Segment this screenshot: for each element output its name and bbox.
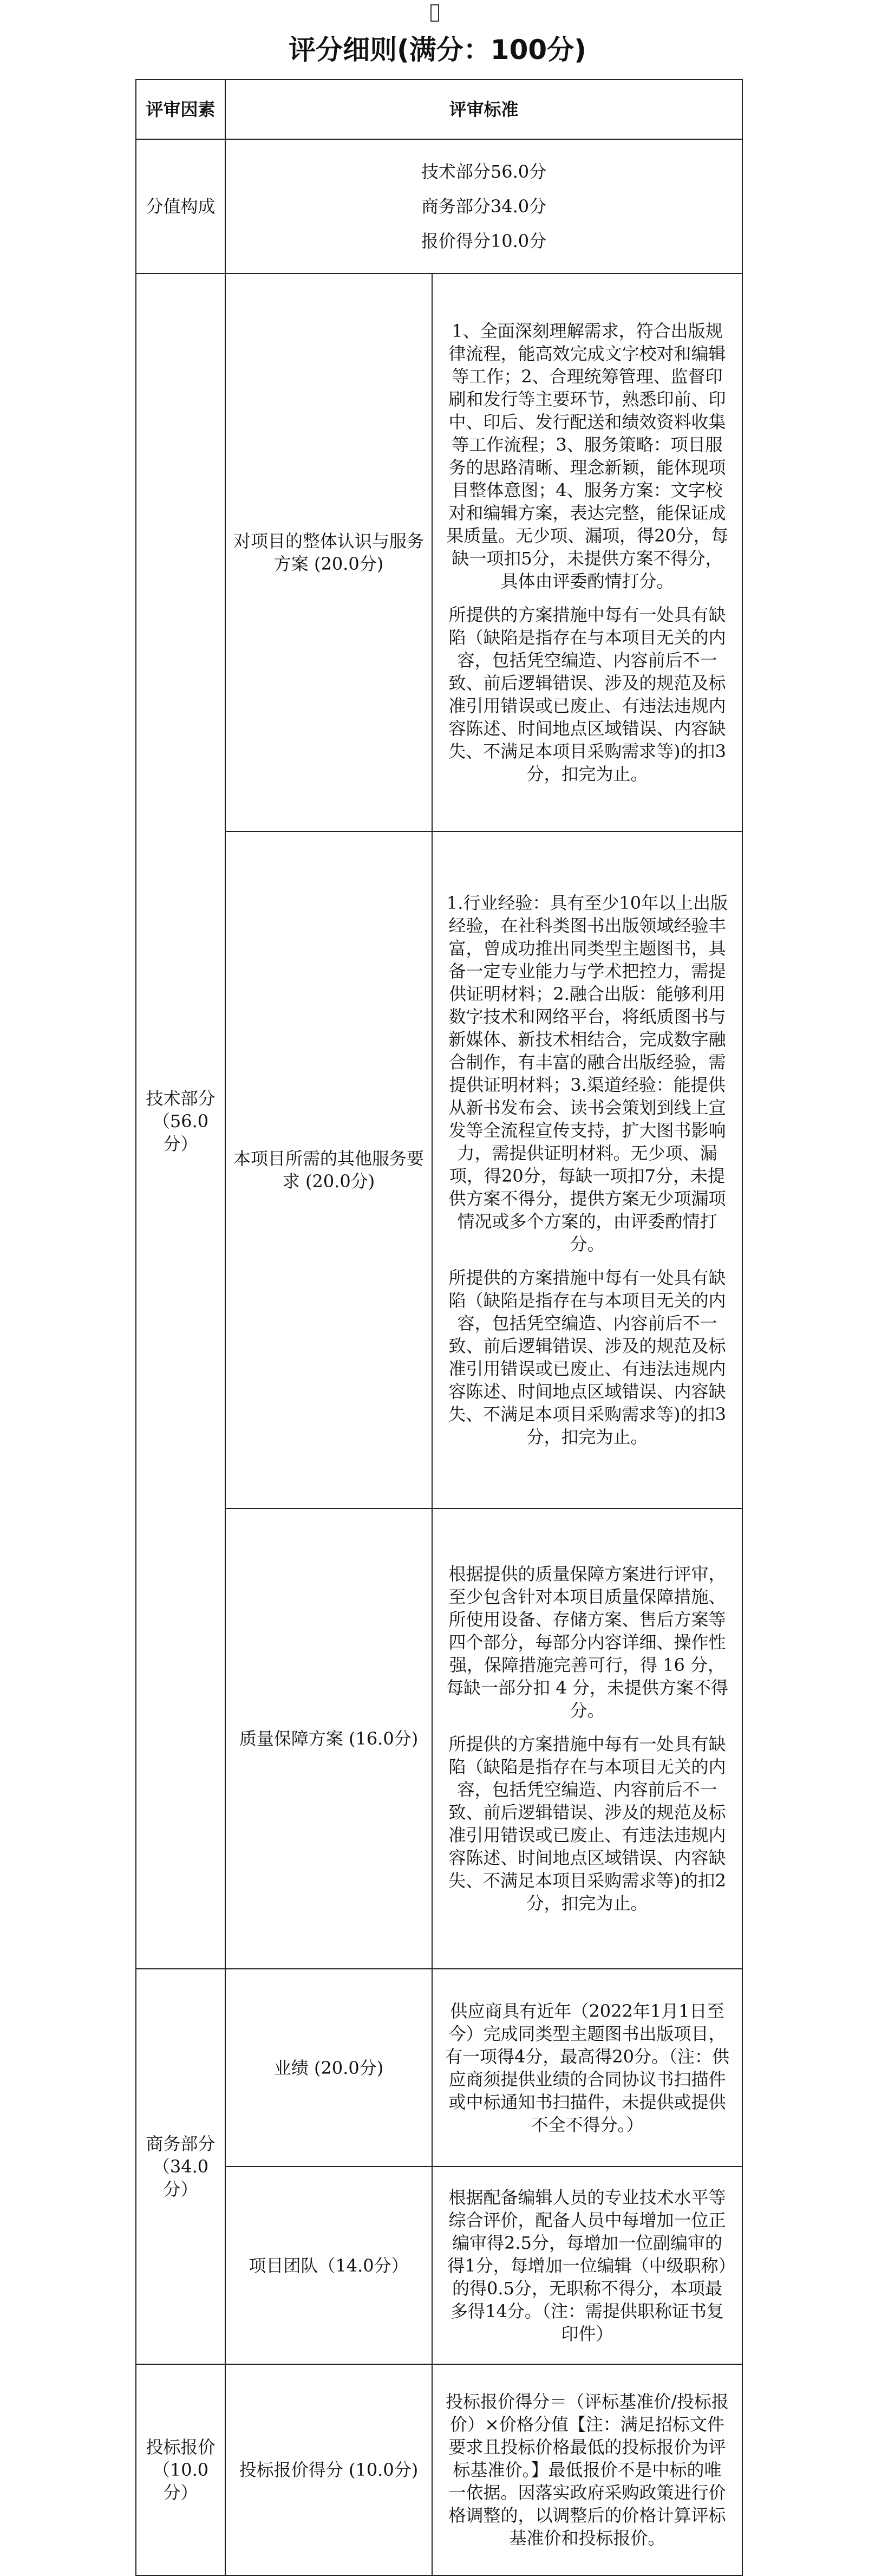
- criteria-text: 根据提供的质量保障方案进行评审，至少包含针对本项目质量保障措施、所使用设备、存储方案、售后方案等四个部分，每部分内容详细、操作性强，保障措施完善可行，得 16 分，每缺一部分扣 4 分，未提供方案不得分。: [446, 1564, 728, 1721]
- criteria-text: 1、全面深刻理解需求，符合出版规律流程，能高效完成文字校对和编辑等工作；2、合理统筹管理、监督印刷和发行等主要环节，熟悉印前、印中、印后、发行配送和绩效资料收集等工作流程；3、服务策略：项目服务的思路清晰、理念新颖，能体现项目整体意图；4、服务方案：文字校对和编辑方案，表达完整，能保证成果质量。无少项、漏项，得20分，每缺一项扣5分，未提供方案不得分，具体由评委酌情打分。: [446, 321, 728, 591]
- table-row: [136, 1508, 742, 1969]
- item-name: 质量保障方案 (16.0分): [225, 1508, 432, 1969]
- page-marker-icon: [430, 4, 439, 22]
- criteria-text: 1.行业经验：具有至少10年以上出版经验，在社科类图书出版领域经验丰富，曾成功推出同类型主题图书，具备一定专业能力与学术把控力，需提供证明材料；2.融合出版：能够利用数字技术和网络平台，将纸质图书与新媒体、新技术相结合，完成数字融合制作，有丰富的融合出版经验，需提供证明材料；3.渠道经验：能提供从新书发布会、读书会策划到线上宣发等全流程宣传支持，扩大图书影响力，需提供证明材料。无少项、漏项，得20分，每缺一项扣7分，未提供方案不得分，提供方案无少项漏项情况或多个方案的，由评委酌情打分。: [446, 893, 728, 1254]
- criteria-text: 投标报价得分＝（评标基准价/投标报价）×价格分值【注：满足招标文件要求且投标价格最低的投标报价为评标基准价。】最低报价不是中标的唯一依据。因落实政府采购政策进行价格调整的，以调整后的价格计算评标基准价和投标报价。: [446, 2391, 729, 2548]
- composition-line: 报价得分10.0分: [421, 231, 547, 251]
- item-name: 本项目所需的其他服务要求 (20.0分): [225, 831, 432, 1508]
- item-name: 对项目的整体认识与服务方案 (20.0分): [225, 274, 432, 831]
- criteria-text: 根据配备编辑人员的专业技术水平等综合评价，配备人员中每增加一位正编审得2.5分，每增加一位副编审的得1分，每增加一位编辑（中级职称）的得0.5分，无职称不得分，本项最多得14分。（注：需提供职称证书复印件）: [447, 2187, 727, 2344]
- item-name: 投标报价得分 (10.0分): [225, 2364, 432, 2575]
- header-factor: 评审因素: [136, 80, 225, 139]
- page-title: 评分细则(满分：100分): [288, 34, 587, 66]
- criteria-text: 所提供的方案措施中每有一处具有缺陷（缺陷是指存在与本项目无关的内容，包括凭空编造、内容前后不一致、前后逻辑错误、涉及的规范及标准引用错误或已废止、有违法违规内容陈述、时间地点区域错误、内容缺失、不满足本项目采购需求等)的扣2分，扣完为止。: [448, 1734, 726, 1914]
- table-row: [136, 274, 742, 831]
- criteria-cell: [432, 2167, 742, 2364]
- criteria-text: 供应商具有近年（2022年1月1日至今）完成同类型主题图书出版项目，有一项得4分，最高得20分。（注：供应商须提供业绩的合同协议书扫描件或中标通知书扫描件，未提供或提供不全不得分。）: [445, 2000, 730, 2135]
- table-row: [136, 2167, 742, 2364]
- tech-label: 技术部分（56.0分）: [136, 274, 225, 1969]
- criteria-cell: [432, 1969, 742, 2167]
- criteria-text: 所提供的方案措施中每有一处具有缺陷（缺陷是指存在与本项目无关的内容，包括凭空编造、内容前后不一致、前后逻辑错误、涉及的规范及标准引用错误或已废止、有违法违规内容陈述、时间地点区域错误、内容缺失、不满足本项目采购需求等)的扣3分，扣完为止。: [448, 1267, 726, 1447]
- criteria-text: 所提供的方案措施中每有一处具有缺陷（缺陷是指存在与本项目无关的内容，包括凭空编造、内容前后不一致、前后逻辑错误、涉及的规范及标准引用错误或已废止、有违法违规内容陈述、时间地点区域错误、内容缺失、不满足本项目采购需求等)的扣3分，扣完为止。: [448, 604, 726, 784]
- header-standard: 评审标准: [225, 80, 742, 139]
- composition-lines: [225, 139, 742, 274]
- item-name: 项目团队（14.0分）: [225, 2167, 432, 2364]
- scoring-table: [135, 79, 743, 2576]
- composition-label: 分值构成: [136, 139, 225, 274]
- criteria-cell: [432, 831, 742, 1508]
- table-row: [136, 2364, 742, 2575]
- criteria-cell: [432, 274, 742, 831]
- composition-line: 商务部分34.0分: [421, 196, 547, 217]
- composition-line: 技术部分56.0分: [421, 161, 547, 182]
- criteria-cell: [432, 1508, 742, 1969]
- price-label: 投标报价（10.0分）: [136, 2364, 225, 2575]
- item-name: 业绩 (20.0分): [225, 1969, 432, 2167]
- criteria-cell: [432, 2364, 742, 2575]
- business-label: 商务部分（34.0分）: [136, 1969, 225, 2364]
- table-row: [136, 831, 742, 1508]
- table-header-row: [136, 80, 742, 139]
- table-row: [136, 1969, 742, 2167]
- table-row: [136, 139, 742, 274]
